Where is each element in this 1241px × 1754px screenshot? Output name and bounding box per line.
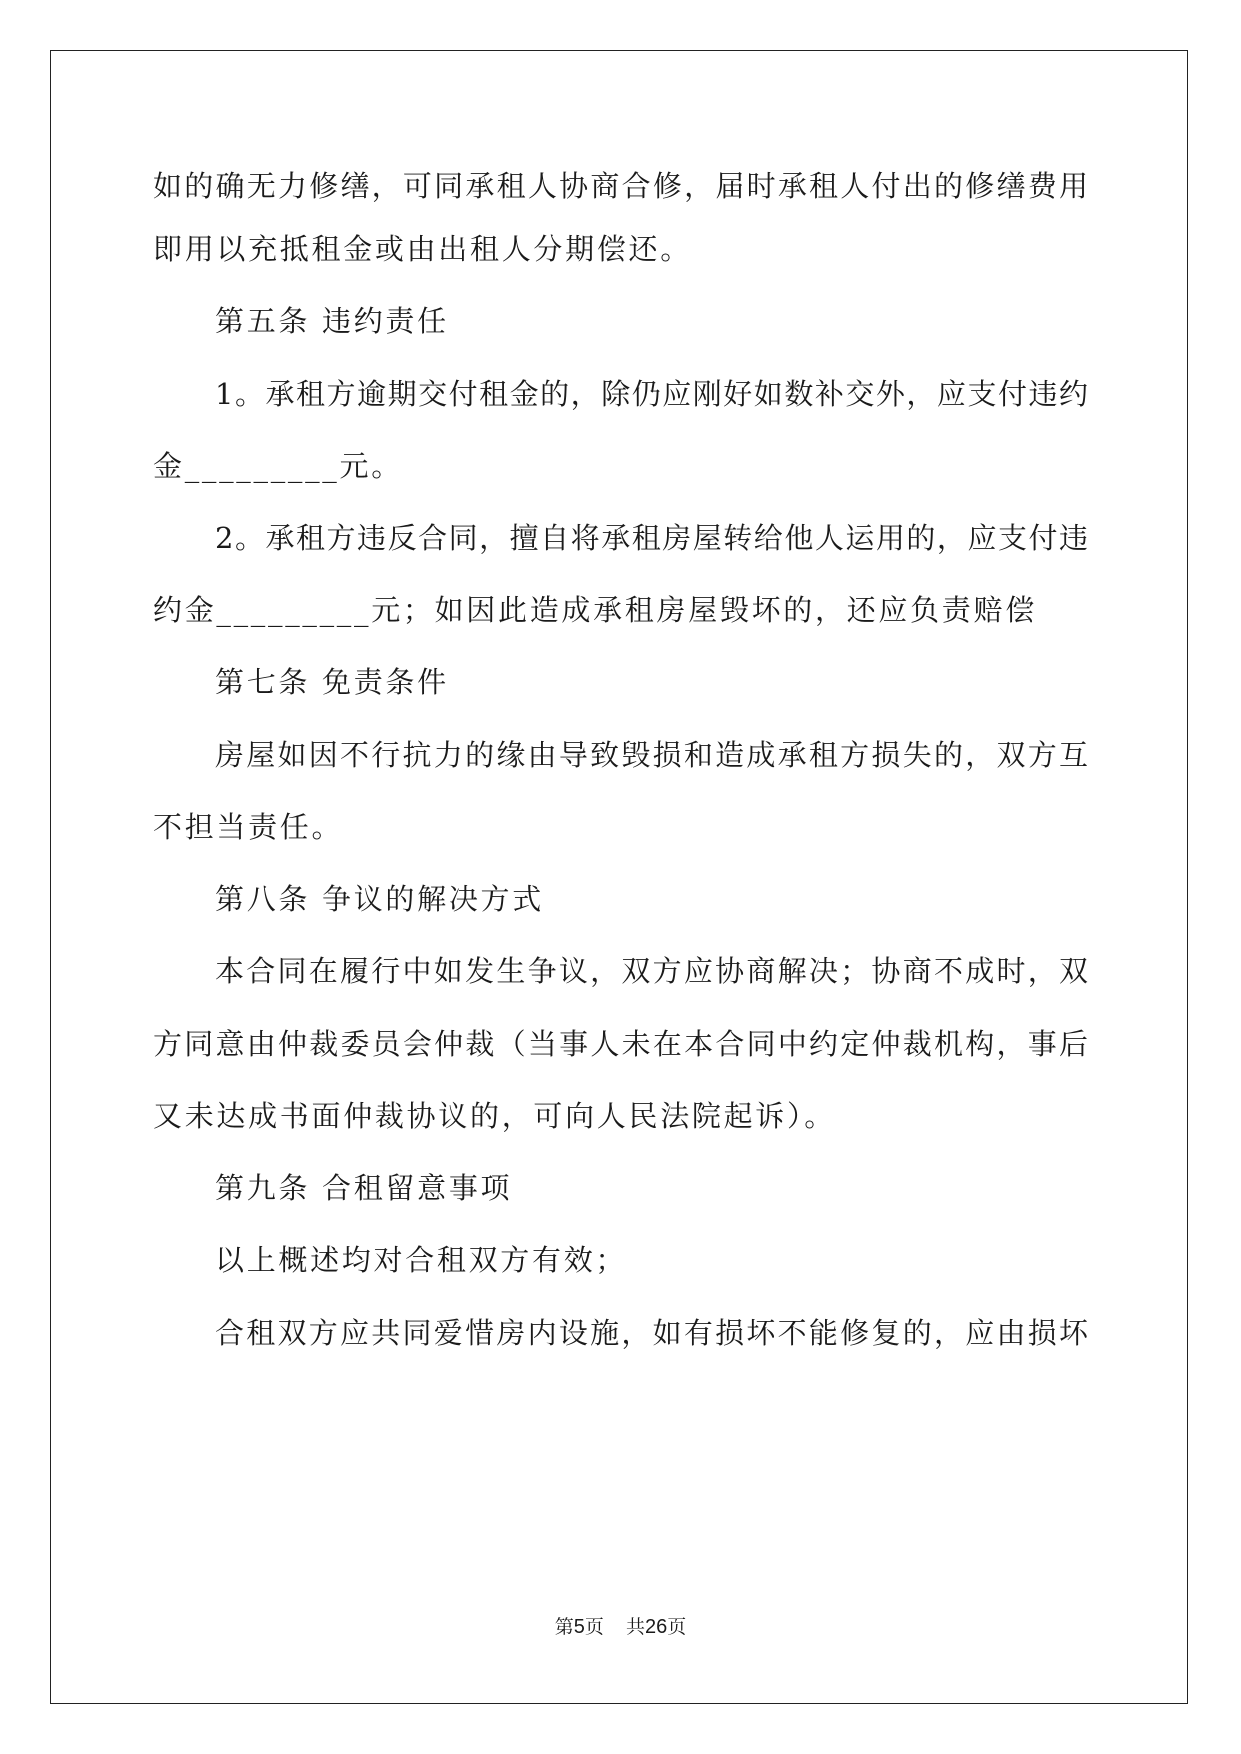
section-heading: 第九条 合租留意事项 (215, 1171, 513, 1205)
paragraph-line: 合租双方应共同爱惜房内设施，如有损坏不能修复的，应由损坏 (215, 1316, 1088, 1350)
section-heading: 第八条 争议的解决方式 (215, 882, 544, 916)
paragraph-line: 2。承租方违反合同，擅自将承租房屋转给他人运用的，应支付违 (215, 521, 1088, 555)
paragraph-line: 又未达成书面仲裁协议的，可向人民法院起诉）。 (153, 1099, 836, 1133)
paragraph-line: 本合同在履行中如发生争议，双方应协商解决；协商不成时，双 (215, 954, 1088, 988)
paragraph-line: 如的确无力修缮，可同承租人协商合修，届时承租人付出的修缮费用 (153, 169, 1088, 203)
paragraph-line: 即用以充抵租金或由出租人分期偿还。 (153, 232, 692, 266)
footer-page-unit: 页 (584, 1616, 604, 1638)
page-border (50, 50, 1188, 1704)
section-heading: 第七条 免责条件 (215, 665, 449, 699)
paragraph-line: 1。承租方逾期交付租金的，除仍应刚好如数补交外，应支付违约 (215, 377, 1088, 411)
paragraph-line: 方同意由仲裁委员会仲裁（当事人未在本合同中约定仲裁机构，事后 (153, 1027, 1088, 1061)
total-pages: 26 (644, 1616, 668, 1638)
paragraph-line: 约金_________元；如因此造成承租房屋毁坏的，还应负责赔偿 (153, 593, 1037, 627)
footer-prefix: 第 (554, 1616, 574, 1638)
paragraph-line: 金_________元。 (153, 449, 403, 483)
footer-total-prefix: 共 (625, 1616, 645, 1638)
paragraph-line: 以上概述均对合租双方有效； (215, 1243, 628, 1277)
page-footer (0, 1614, 1241, 1640)
page-number: 5 (573, 1616, 585, 1638)
paragraph-line: 不担当责任。 (153, 810, 344, 844)
section-heading: 第五条 违约责任 (215, 304, 449, 338)
paragraph-line: 房屋如因不行抗力的缘由导致毁损和造成承租方损失的，双方互 (215, 738, 1088, 772)
footer-total-unit: 页 (667, 1616, 687, 1638)
